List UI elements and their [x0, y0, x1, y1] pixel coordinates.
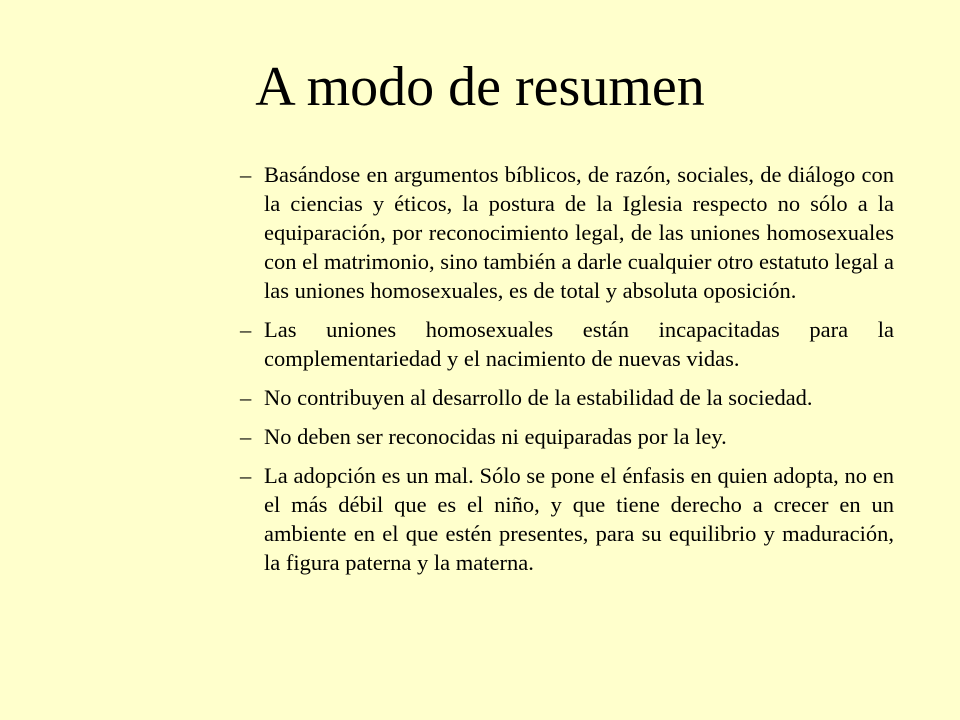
bullet-marker: –	[240, 317, 252, 342]
bullet-text: La adopción es un mal. Sólo se pone el énfasis en quien adopta, no en el más débil que es el niño, y que tiene derecho a crecer en un ambiente en el que estén presentes, para su equilibrio y maduración, la figura paterna y la materna.	[264, 463, 894, 575]
bullet-text: Basándose en argumentos bíblicos, de razón, sociales, de diálogo con la ciencias y éticos, la postura de la Iglesia respecto no sólo a la equiparación, por reconocimiento legal, de las uniones homosexuales con el matrimonio, sino también a darle cualquier otro estatuto legal a las uniones homosexuales, es de total y absoluta oposición.	[264, 162, 894, 303]
bullet-item	[240, 422, 894, 451]
slide-title: A modo de resumen	[255, 56, 705, 118]
bullet-list	[240, 160, 894, 587]
bullet-text: No deben ser reconocidas ni equiparadas por la ley.	[264, 424, 727, 449]
bullet-item	[240, 383, 894, 412]
bullet-marker: –	[240, 463, 252, 488]
bullet-item	[240, 315, 894, 373]
bullet-marker: –	[240, 385, 252, 410]
bullet-item	[240, 461, 894, 577]
bullet-marker: –	[240, 424, 252, 449]
bullet-item	[240, 160, 894, 305]
bullet-text: Las uniones homosexuales están incapacitadas para la complementariedad y el nacimiento de nuevas vidas.	[264, 317, 894, 371]
bullet-text: No contribuyen al desarrollo de la estabilidad de la sociedad.	[264, 385, 813, 410]
bullet-marker: –	[240, 162, 252, 187]
